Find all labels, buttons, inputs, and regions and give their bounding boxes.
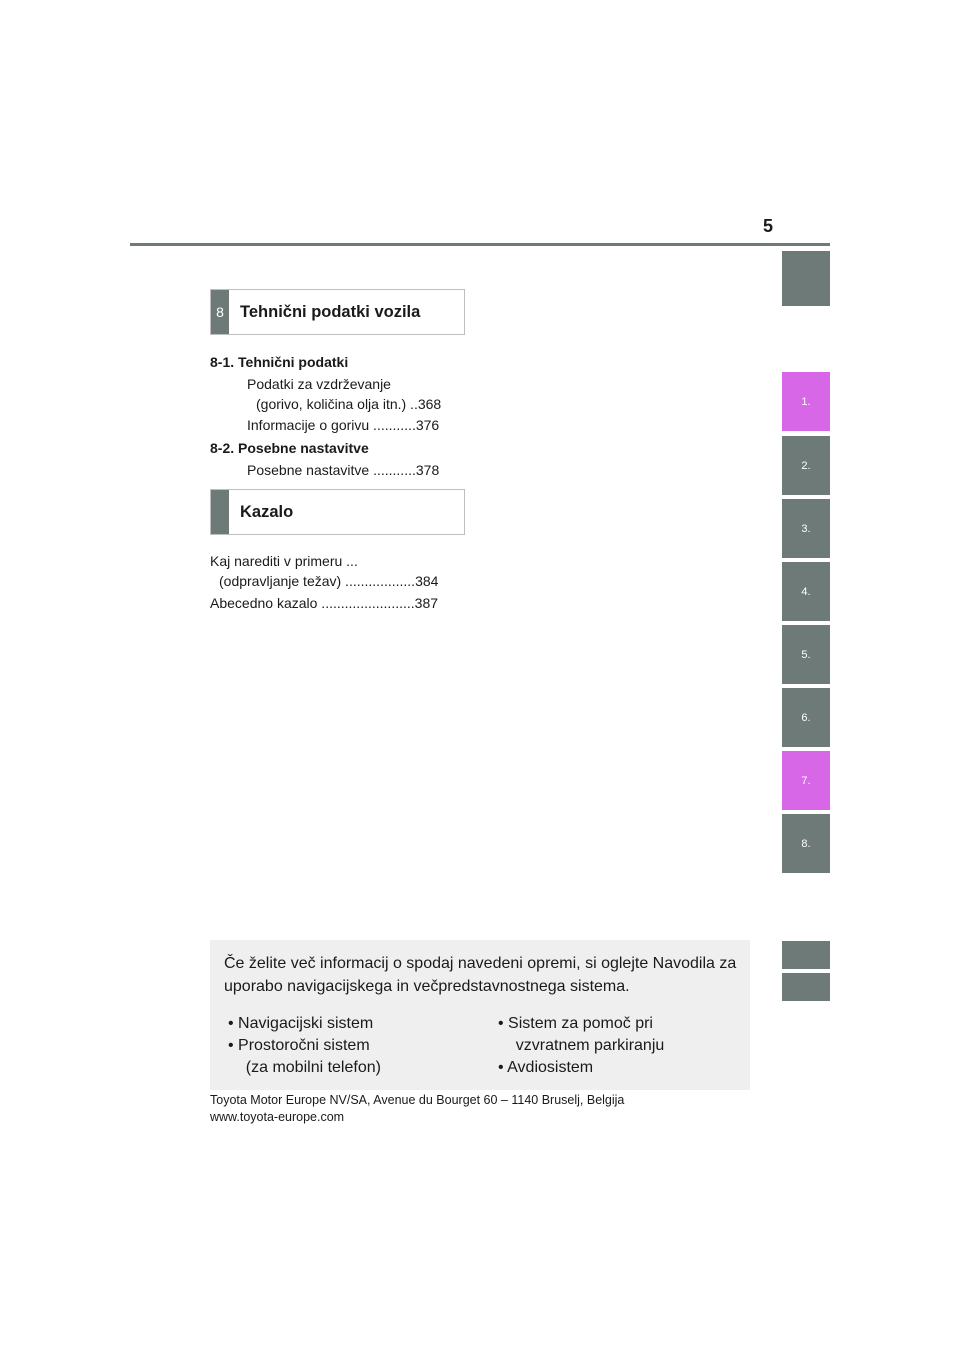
section-number: 8 [211, 290, 229, 334]
side-tab-blank[interactable] [782, 251, 830, 306]
bullet-parking-assist: • Sistem za pomoč pri [498, 1015, 653, 1032]
side-tab-3[interactable] [782, 499, 830, 558]
bullet-handsfree: • Prostoročni sistem [228, 1037, 370, 1054]
side-tab-1[interactable] [782, 372, 830, 431]
side-tab-extra-1[interactable] [782, 941, 830, 969]
index-title: Kazalo [240, 502, 294, 521]
side-tab-8[interactable] [782, 814, 830, 873]
footer-address: Toyota Motor Europe NV/SA, Avenue du Bourget 60 – 1140 Bruselj, Belgija [210, 1093, 625, 1107]
toc-subsection-8-2[interactable]: 8-2. Posebne nastavitve [210, 440, 369, 456]
side-tab-extra-2[interactable] [782, 973, 830, 1001]
bullet-parking-assist-cont: vzvratnem parkiranju [498, 1037, 665, 1054]
header-rule [130, 243, 830, 246]
side-tab-label: 1. [801, 395, 811, 408]
toc-subsection-8-1[interactable]: 8-1. Tehnični podatki [210, 354, 349, 370]
side-tab-4[interactable] [782, 562, 830, 621]
section-8-header [210, 289, 465, 335]
toc-item-maintenance-data[interactable]: Podatki za vzdrževanje [247, 376, 391, 392]
section-title: Tehnični podatki vozila [240, 302, 421, 321]
side-tab-6[interactable] [782, 688, 830, 747]
side-tab-label: 7. [801, 774, 811, 787]
side-tab-label: 6. [801, 711, 811, 724]
side-tab-label: 5. [801, 648, 811, 661]
toc-item-maintenance-data-cont[interactable]: (gorivo, količina olja itn.) ..368 [256, 396, 442, 412]
footer-url[interactable]: www.toyota-europe.com [210, 1110, 345, 1124]
toc-item-troubleshooting[interactable]: Kaj narediti v primeru ... [210, 553, 358, 569]
toc-item-fuel-info[interactable]: Informacije o gorivu ...........376 [247, 417, 440, 433]
side-tab-label: 3. [801, 522, 811, 535]
index-header [210, 489, 465, 535]
side-tab-label: 8. [801, 837, 811, 850]
page-number: 5 [762, 216, 773, 236]
side-tab-2[interactable] [782, 436, 830, 495]
side-tab-label: 4. [801, 585, 811, 598]
side-tab-5[interactable] [782, 625, 830, 684]
bullet-navigation: • Navigacijski sistem [228, 1015, 374, 1032]
side-tab-label: 2. [801, 459, 811, 472]
bullet-audio-system: • Avdiosistem [498, 1059, 594, 1076]
bullet-handsfree-cont: (za mobilni telefon) [228, 1059, 381, 1076]
index-marker [211, 490, 229, 534]
side-tab-7[interactable] [782, 751, 830, 810]
info-intro: Če želite več informacij o spodaj navedeni opremi, si oglejte Navodila za uporabo navigacijskega in večpredstavnostnega sistema. [224, 955, 737, 995]
toc-item-troubleshooting-cont[interactable]: (odpravljanje težav) ..................384 [219, 573, 439, 589]
toc-item-alphabetical-index[interactable]: Abecedno kazalo ........................387 [210, 595, 439, 611]
info-box [210, 940, 750, 1090]
toc-item-special-settings[interactable]: Posebne nastavitve ...........378 [247, 462, 440, 478]
